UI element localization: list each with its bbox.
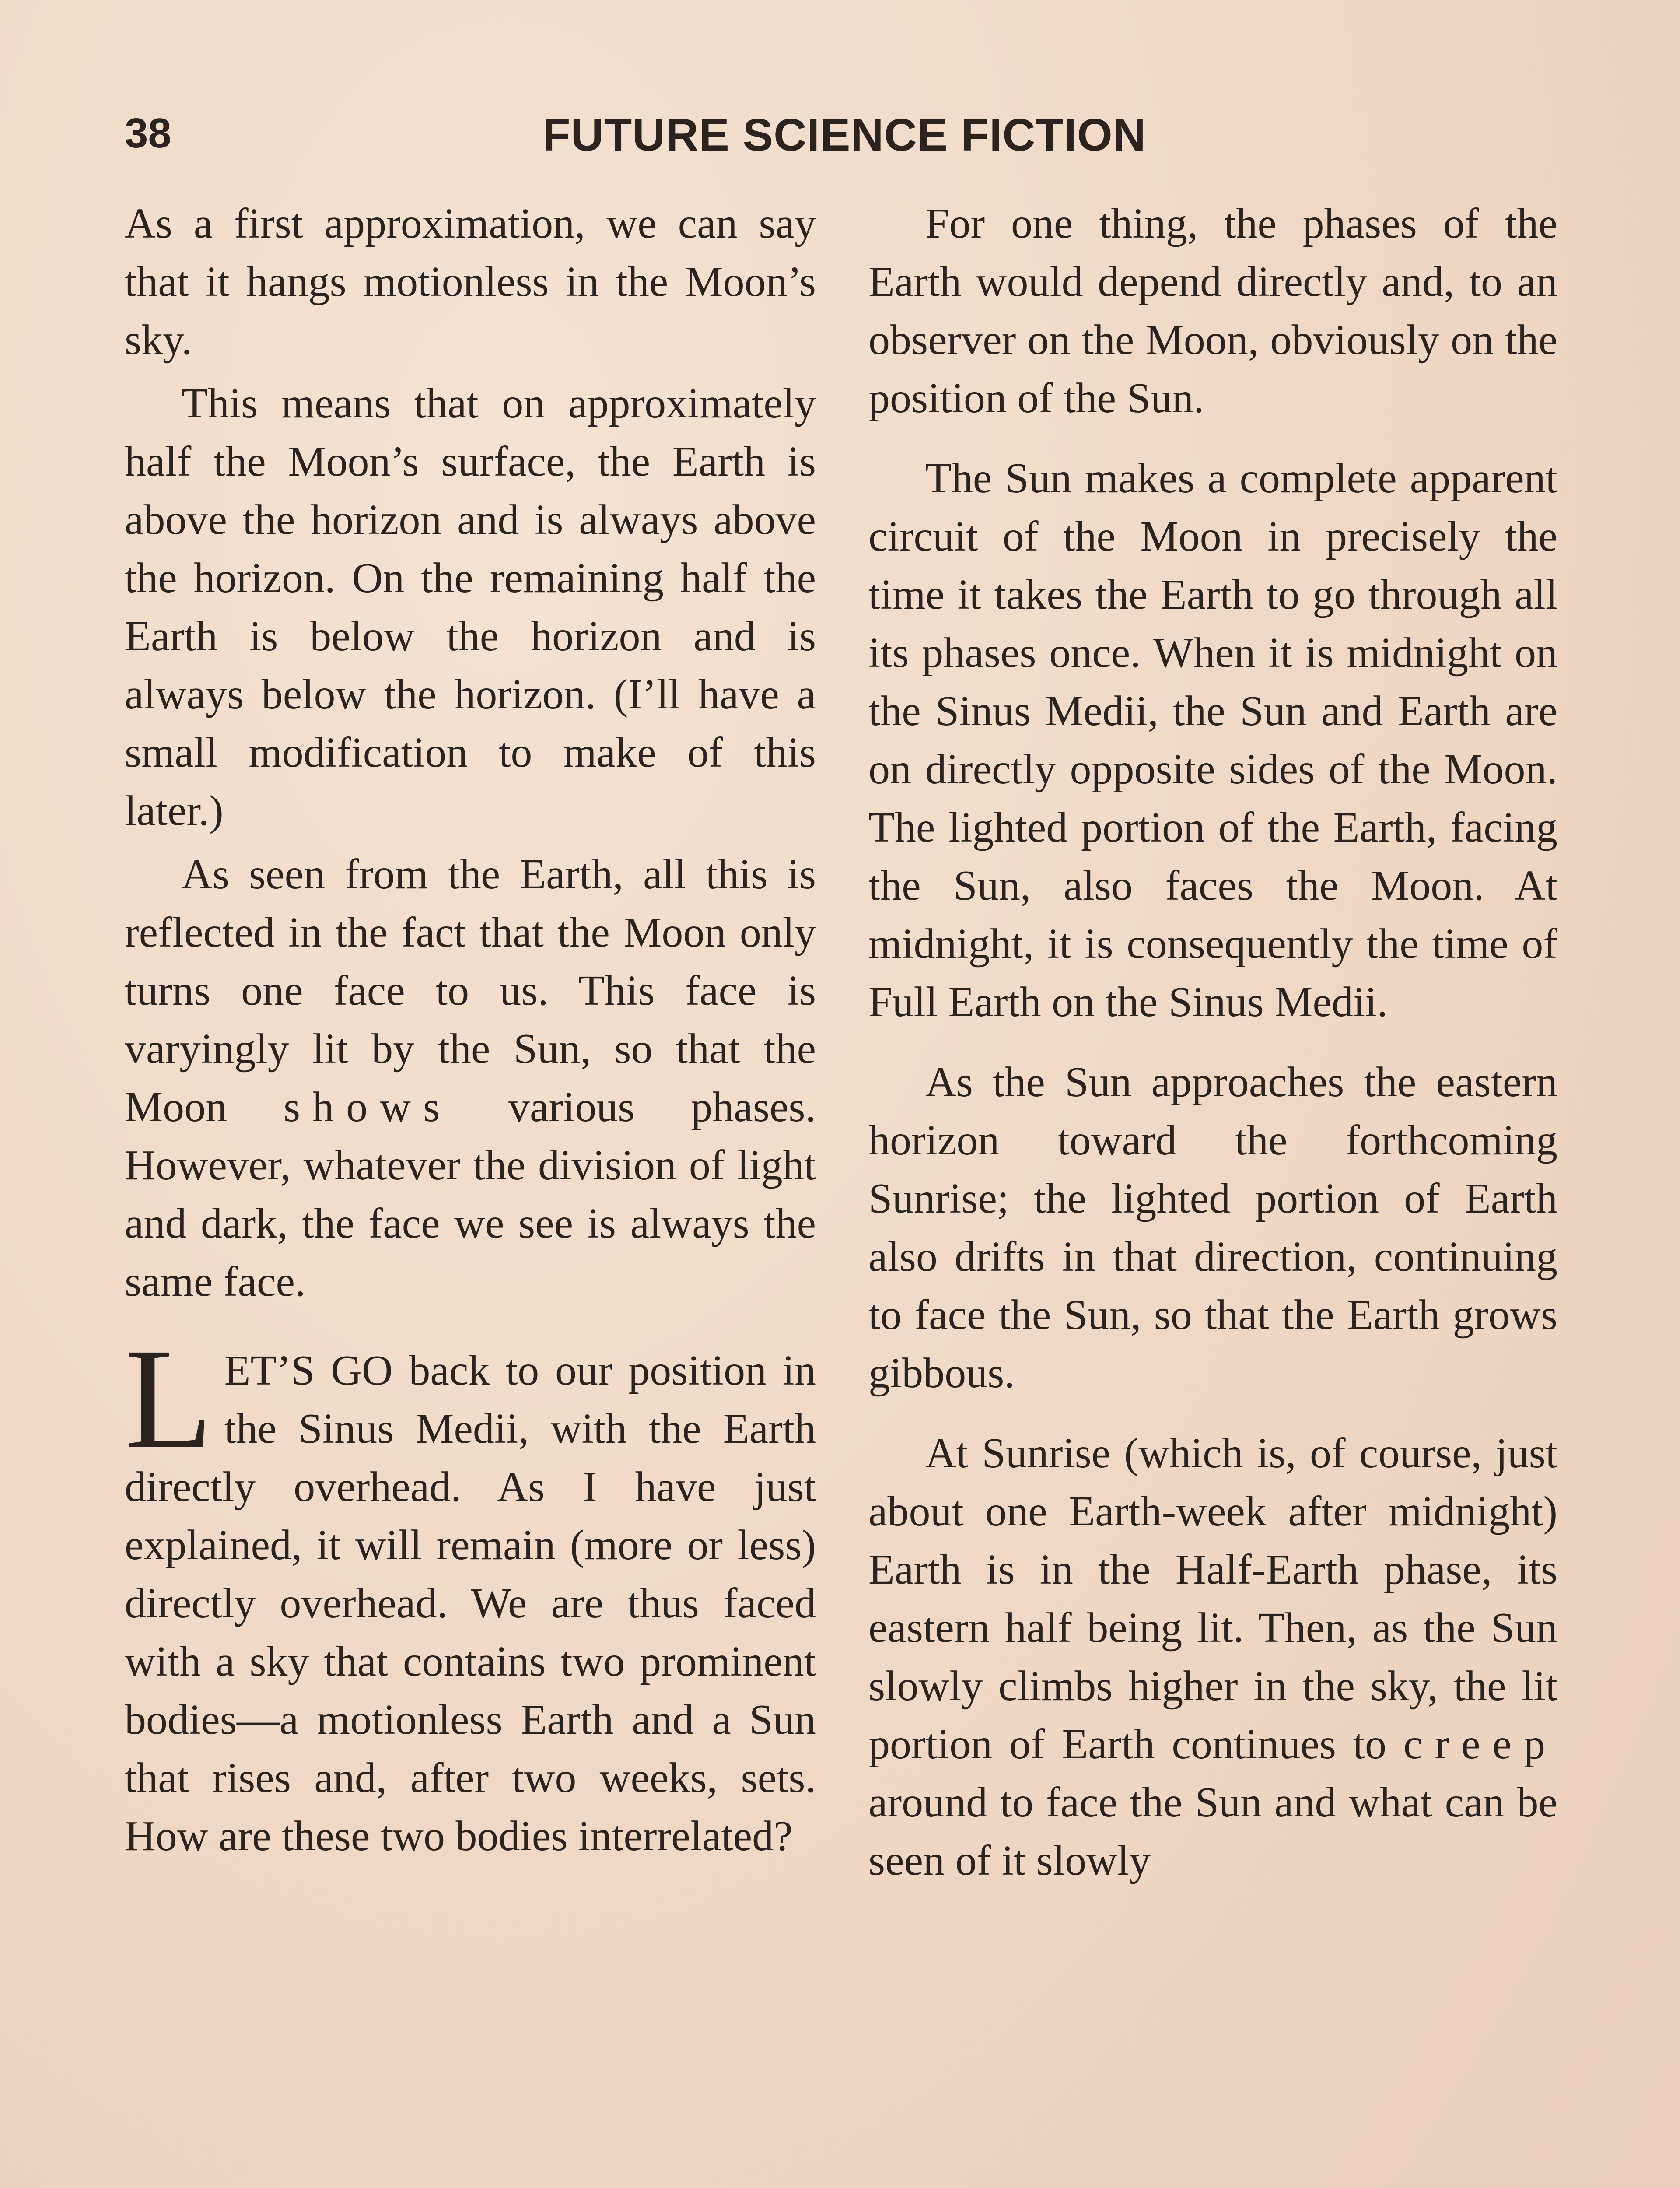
letterspaced-word: creep [1403, 1721, 1558, 1768]
paragraph: This means that on approximately half the Moon’s surface, the Earth is above the horizon and is always above the horizon. On the remaining half the Earth is below the horizon and is always below the horizon. (I’ll have a small modification to make of this later.) [125, 380, 816, 835]
paragraph: The Sun makes a complete apparent circuit of the Moon in precisely the time it takes the Earth to go through all its phases once. When it is midnight on the Sinus Medii, the Sun and Earth are on directly opposite sides of the Moon. The lighted portion of the Earth, facing the Sun, also faces the Moon. At midnight, it is consequently the time of Full Earth on the Sinus Medii. [868, 455, 1558, 1026]
page-header [0, 101, 1680, 171]
running-title: FUTURE SCIENCE FICTION [542, 110, 1146, 161]
page-number: 38 [125, 110, 172, 157]
text-run: As seen from the Earth, all this is reflected in the fact that the Moon only turns one face to us. This face is varyingly lit by the Sun, so that the Moon [125, 851, 816, 1131]
drop-cap: L [125, 1319, 213, 1479]
letterspaced-word: shows [283, 1083, 452, 1131]
paragraph-with-dropcap [125, 1319, 816, 1865]
text-run: ET’S GO back to our position in the Sinus Medii, with the Earth directly overhead. As I have just explained, it will remain (more or less) directly overhead. We are thus faced with a sky that contains two prominent bodies—a motionless Earth and a Sun that rises and, after two weeks, sets. How are these two bodies interrelated? [125, 1347, 816, 1860]
right-column [868, 195, 1558, 2188]
paragraph [125, 845, 816, 1311]
paragraph: As the Sun approaches the eastern horizon toward the forthcoming Sunrise; the lighted portion of Earth also drifts in that direction, continuing to face the Sun, so that the Earth grows gibbous. [868, 1059, 1558, 1397]
text-run: various phases. However, whatever the division of light and dark, the face we see is always the same face. [125, 1083, 816, 1305]
paragraph [868, 1424, 1558, 1890]
text-run: around to face the Sun and what can be seen of it slowly [868, 1779, 1558, 1884]
paragraph: As a first approximation, we can say that it hangs motionless in the Moon’s sky. [125, 200, 816, 364]
text-run: At Sunrise (which is, of course, just about one Earth-week after midnight) Earth is in the Half-Earth phase, its eastern half being lit. Then, as the Sun slowly climbs higher in the sky, the lit portion of Earth continues to [868, 1430, 1558, 1768]
left-column [125, 195, 816, 2188]
paragraph: For one thing, the phases of the Earth would depend directly and, to an observer on the Moon, obviously on the position of the Sun. [868, 200, 1558, 422]
